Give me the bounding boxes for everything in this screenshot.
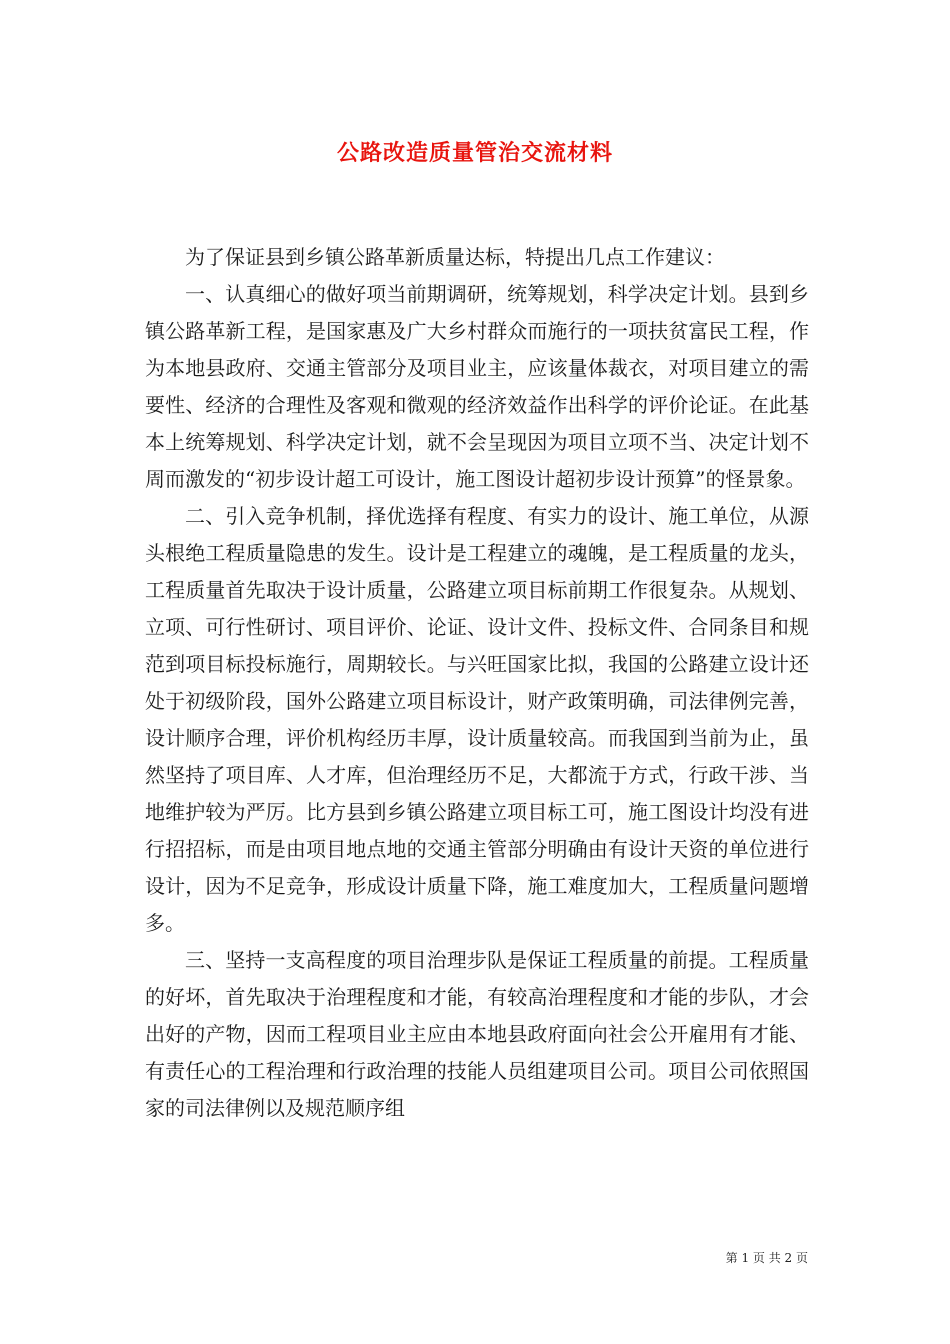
paragraph-section-3: 三、坚持一支高程度的项目治理步队是保证工程质量的前提。工程质量的好坏，首先取决于治理程度和才能，有较高治理程度和才能的步队，才会出好的产物，因而工程项目业主应由本地县政府面向社会公开雇用有才能、有责任心的工程治理和行政治理的技能人员组建项目公司。项目公司依照国家的司法律例以及规范顺序组 xyxy=(145,948,809,1120)
document-title: 公路改造质量管治交流材料 xyxy=(336,140,613,166)
page-number-footer: 第 1 页 共 2 页 xyxy=(725,1251,808,1265)
paragraph-section-1: 一、认真细心的做好项当前期调研，统筹规划，科学决定计划。县到乡镇公路革新工程，是国家惠及广大乡村群众而施行的一项扶贫富民工程，作为本地县政府、交通主管部分及项目业主，应该量体裁衣，对项目建立的需要性、经济的合理性及客观和微观的经济效益作出科学的评价论证。在此基本上统筹规划、科学决定计划，就不会呈现因为项目立项不当、决定计划不周而激发的“初步设计超工可设计，施工图设计超初步设计预算”的怪景象。 xyxy=(145,282,809,491)
document-body xyxy=(145,239,809,1127)
paragraph-intro: 为了保证县到乡镇公路革新质量达标，特提出几点工作建议： xyxy=(185,245,725,269)
paragraph-section-2: 二、引入竞争机制，择优选择有程度、有实力的设计、施工单位，从源头根绝工程质量隐患的发生。设计是工程建立的魂魄，是工程质量的龙头，工程质量首先取决于设计质量，公路建立项目标前期工作很复杂。从规划、立项、可行性研讨、项目评价、论证、设计文件、投标文件、合同条目和规范到项目标投标施行，周期较长。与兴旺国家比拟，我国的公路建立设计还处于初级阶段，国外公路建立项目标设计，财产政策明确，司法律例完善，设计顺序合理，评价机构经历丰厚，设计质量较高。而我国到当前为止，虽然坚持了项目库、人才库，但治理经历不足，大都流于方式，行政干涉、当地维护较为严厉。比方县到乡镇公路建立项目标工可，施工图设计均没有进行招招标，而是由项目地点地的交通主管部分明确由有设计天资的单位进行设计，因为不足竞争，形成设计质量下降，施工难度加大，工程质量问题增多。 xyxy=(145,504,809,935)
